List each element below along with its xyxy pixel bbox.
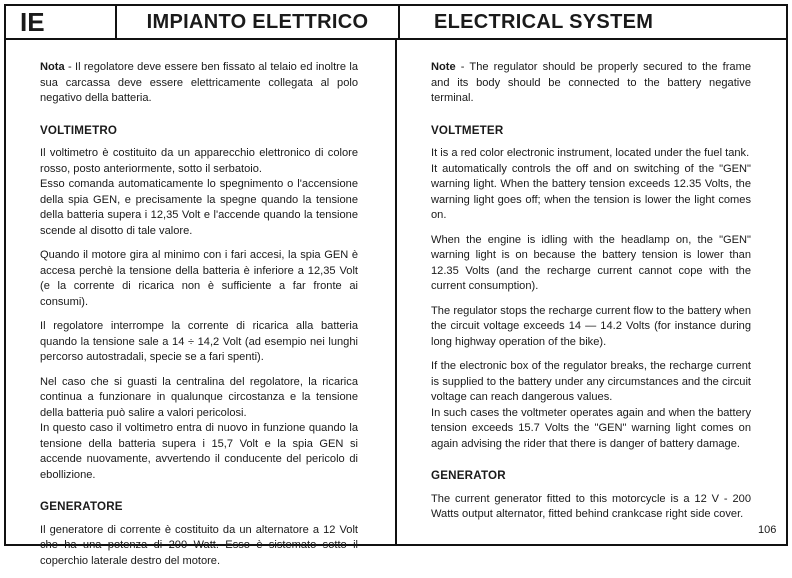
paragraph: Quando il motore gira al minimo con i fari accesi, la spia GEN è accesa perchè la tensione della batteria è inferiore a 12,35 Volt (e la corrente di ricarica non è sufficiente a far fronte ai consumi). <box>40 249 358 308</box>
voltmeter-heading-italian: VOLTIMETRO <box>40 123 118 137</box>
note-paragraph-italian <box>40 60 358 107</box>
section-title-italian: IMPIANTO ELETTRICO <box>117 6 400 38</box>
paragraph: The current generator fitted to this motorcycle is a 12 V - 200 Watts output alternator, fitted behind crankcase right side cover. <box>431 492 751 520</box>
italian-column <box>40 60 358 578</box>
paragraph: It automatically controls the off and on switching of the "GEN" warning light. When the battery tension exceeds 12.35 Volts, the warning light goes off; when the tension is lower the light comes on. <box>431 162 751 221</box>
paragraph: Nel caso che si guasti la centralina del regolatore, la ricarica continua a funzionare in qualunque circostanza e la tensione della batteria può salire a valori pericolosi. <box>40 375 358 419</box>
paragraph: Il voltimetro è costituito da un apparecchio elettronico di colore rosso, posto anteriormente, sotto il serbatoio. <box>40 147 358 175</box>
page-header <box>4 4 788 40</box>
paragraph: In questo caso il voltimetro entra di nuovo in funzione quando la tensione della batteria supera i 15,7 Volt e la spia GEN si accende nuovamente, avvertendo il conducente del pericolo di ebollizione. <box>40 422 358 481</box>
note-label: Note <box>431 61 456 73</box>
paragraph: Il regolatore interrompe la corrente di ricarica alla batteria quando la tensione sale a 14 ÷ 14,2 Volt (ad esempio nei lunghi percorso autostradali, specie se a fari spenti). <box>40 320 358 363</box>
section-code: IE <box>6 6 117 38</box>
note-text: - The regulator should be properly secured to the frame and its body should be connected to the battery negative terminal. <box>431 61 751 104</box>
note-text: - Il regolatore deve essere ben fissato al telaio ed inoltre la sua carcassa deve essere elettricamente collegata al polo negativo della batteria. <box>40 61 358 104</box>
note-label: Nota <box>40 61 65 73</box>
paragraph: The regulator stops the recharge current flow to the battery when the circuit voltage exceeds 14 — 14.2 Volts (for instance during long highway operation of the bike). <box>431 304 751 348</box>
english-column <box>431 60 751 532</box>
paragraph: If the electronic box of the regulator breaks, the recharge current is supplied to the battery under any circumstances and the circuit voltage can reach dangerous values. <box>431 360 751 403</box>
voltmeter-heading-english: VOLTMETER <box>431 123 504 137</box>
section-title-english: ELECTRICAL SYSTEM <box>434 10 654 33</box>
paragraph: Il generatore di corrente è costituito da un alternatore a 12 Volt che ha una potenza di 200 Watt. Esso è sistemato sotto il coperchio laterale destro del motore. <box>40 523 358 567</box>
paragraph: Esso comanda automaticamente lo spegnimento o l'accensione della spia GEN, e precisamente la spegne quando la tensione della batteria supera i 12,35 Volt e l'accende quando la tensione scende al disotto di tale valore. <box>40 178 358 237</box>
paragraph: When the engine is idling with the headlamp on, the "GEN" warning light is on because the battery tension is lower than 12.35 Volts (and the recharge current cannot cope with the current consumption). <box>431 233 751 292</box>
note-paragraph-english <box>431 60 751 107</box>
column-divider <box>395 40 397 546</box>
left-border <box>4 40 6 546</box>
paragraph: In such cases the voltmeter operates again and when the battery tension exceeds 15.7 Volts the "GEN" warning light comes on again advising the rider that there is danger of battery damage. <box>431 406 751 450</box>
page-number: 106 <box>758 524 777 536</box>
paragraph: It is a red color electronic instrument, located under the fuel tank. <box>431 147 750 159</box>
generator-heading-italian: GENERATORE <box>40 500 123 513</box>
right-border <box>786 40 788 546</box>
generator-heading-english: GENERATOR <box>431 469 506 482</box>
